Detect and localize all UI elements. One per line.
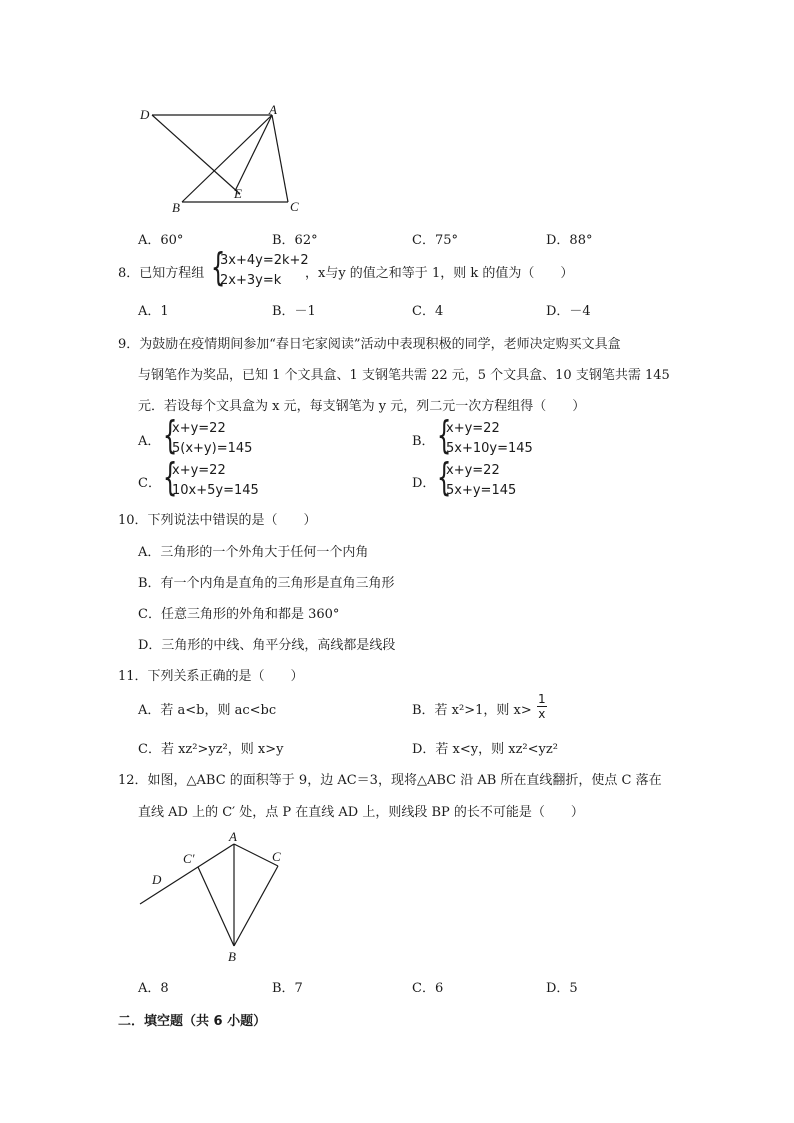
q9-c-label: C．	[138, 476, 161, 491]
q9-c-system	[172, 461, 259, 501]
q8-brace: {	[210, 245, 226, 289]
label-D2: D	[152, 872, 162, 887]
q9-d-label: D．	[412, 476, 436, 491]
q8-option-b: B．－1	[272, 304, 316, 319]
q10-option-a: A．三角形的一个外角大于任何一个内角	[138, 545, 369, 560]
q7-option-b: B．62°	[272, 233, 318, 248]
q9-a-eq2: 5(x+y)=145	[172, 441, 253, 456]
q11-fraction	[537, 692, 547, 721]
q10-option-d: D．三角形的中线、角平分线，高线都是线段	[138, 638, 396, 653]
label-C: C	[290, 199, 299, 214]
q11-option-c: C．若 xz²>yz²，则 x>y	[138, 742, 284, 757]
q12-option-b: B．7	[272, 981, 303, 996]
q9-b-eq2: 5x+10y=145	[446, 441, 533, 456]
q9-d-system	[446, 461, 516, 501]
label-A: A	[269, 102, 277, 117]
q8-option-a: A．1	[138, 304, 169, 319]
q12-option-a: A．8	[138, 981, 169, 996]
q11-fraction-numerator: 1	[538, 692, 546, 706]
q11-option-d: D．若 x<y，则 xz²<yz²	[412, 742, 558, 757]
q10-option-c: C．任意三角形的外角和都是 360°	[138, 607, 340, 622]
section-heading: 二．填空题（共 6 小题）	[118, 1014, 267, 1029]
q9-a-eq1: x+y=22	[172, 421, 226, 436]
q11-fraction-denominator: x	[538, 707, 546, 721]
label-B: B	[172, 200, 180, 215]
q9-b-brace: {	[436, 413, 452, 457]
q8-system	[220, 251, 309, 291]
q9-line2: 与钢笔作为奖品，已知 1 个文具盒、1 支钢笔共需 22 元，5 个文具盒、10 支钢笔共需 145	[138, 368, 670, 383]
q10-stem: 10．下列说法中错误的是（ ）	[118, 513, 317, 528]
q9-c-eq2: 10x+5y=145	[172, 483, 259, 498]
q11-option-a: A．若 a<b，则 ac<bc	[138, 703, 277, 718]
q8-prefix: 8．已知方程组	[118, 266, 205, 281]
q7-option-d: D．88°	[546, 233, 593, 248]
q9-b-eq1: x+y=22	[446, 421, 500, 436]
q9-a-system	[172, 419, 252, 459]
q7-option-c: C．75°	[412, 233, 458, 248]
q12-line1: 12．如图，△ABC 的面积等于 9，边 AC＝3，现将△ABC 沿 AB 所在直线翻折，使点 C 落在	[118, 773, 662, 788]
q9-c-brace: {	[162, 455, 178, 499]
label-A2: A	[229, 829, 237, 844]
q8-eq1: 3x+4y=2k+2	[220, 253, 309, 268]
q11-option-b: B．若 x²>1，则 x>	[412, 703, 532, 718]
label-D: D	[140, 107, 150, 122]
q9-b-label: B．	[412, 434, 435, 449]
q11-stem: 11．下列关系正确的是（ ）	[118, 669, 304, 684]
q9-d-brace: {	[436, 455, 452, 499]
q8-eq2: 2x+3y=k	[220, 273, 282, 288]
q12-option-c: C．6	[412, 981, 444, 996]
q9-d-eq2: 5x+y=145	[446, 483, 517, 498]
q12-option-d: D．5	[546, 981, 578, 996]
q9-b-system	[446, 419, 533, 459]
figure-triangle-fold	[130, 828, 300, 968]
q8-suffix: ，x与y 的值之和等于 1，则 k 的值为（ ）	[305, 266, 574, 281]
q12-line2: 直线 AD 上的 C′ 处，点 P 在直线 AD 上，则线段 BP 的长不可能是（ ）	[138, 805, 584, 820]
q9-a-label: A．	[138, 434, 161, 449]
q9-line3: 元．若设每个文具盒为 x 元，每支钢笔为 y 元，列二元一次方程组得（ ）	[138, 399, 586, 414]
q7-option-a: A．60°	[138, 233, 184, 248]
q9-d-eq1: x+y=22	[446, 463, 500, 478]
q9-line1: 9．为鼓励在疫情期间参加“春日宅家阅读”活动中表现积极的同学，老师决定购买文具盒	[118, 337, 621, 352]
figure-quadrilateral	[130, 95, 310, 220]
q8-option-c: C．4	[412, 304, 444, 319]
label-E: E	[234, 186, 242, 201]
q10-option-b: B．有一个内角是直角的三角形是直角三角形	[138, 576, 395, 591]
label-B2: B	[228, 949, 236, 964]
label-C-prime: C′	[183, 851, 195, 866]
label-C2: C	[272, 849, 281, 864]
q9-c-eq1: x+y=22	[172, 463, 226, 478]
q8-option-d: D．－4	[546, 304, 591, 319]
q9-a-brace: {	[162, 413, 178, 457]
